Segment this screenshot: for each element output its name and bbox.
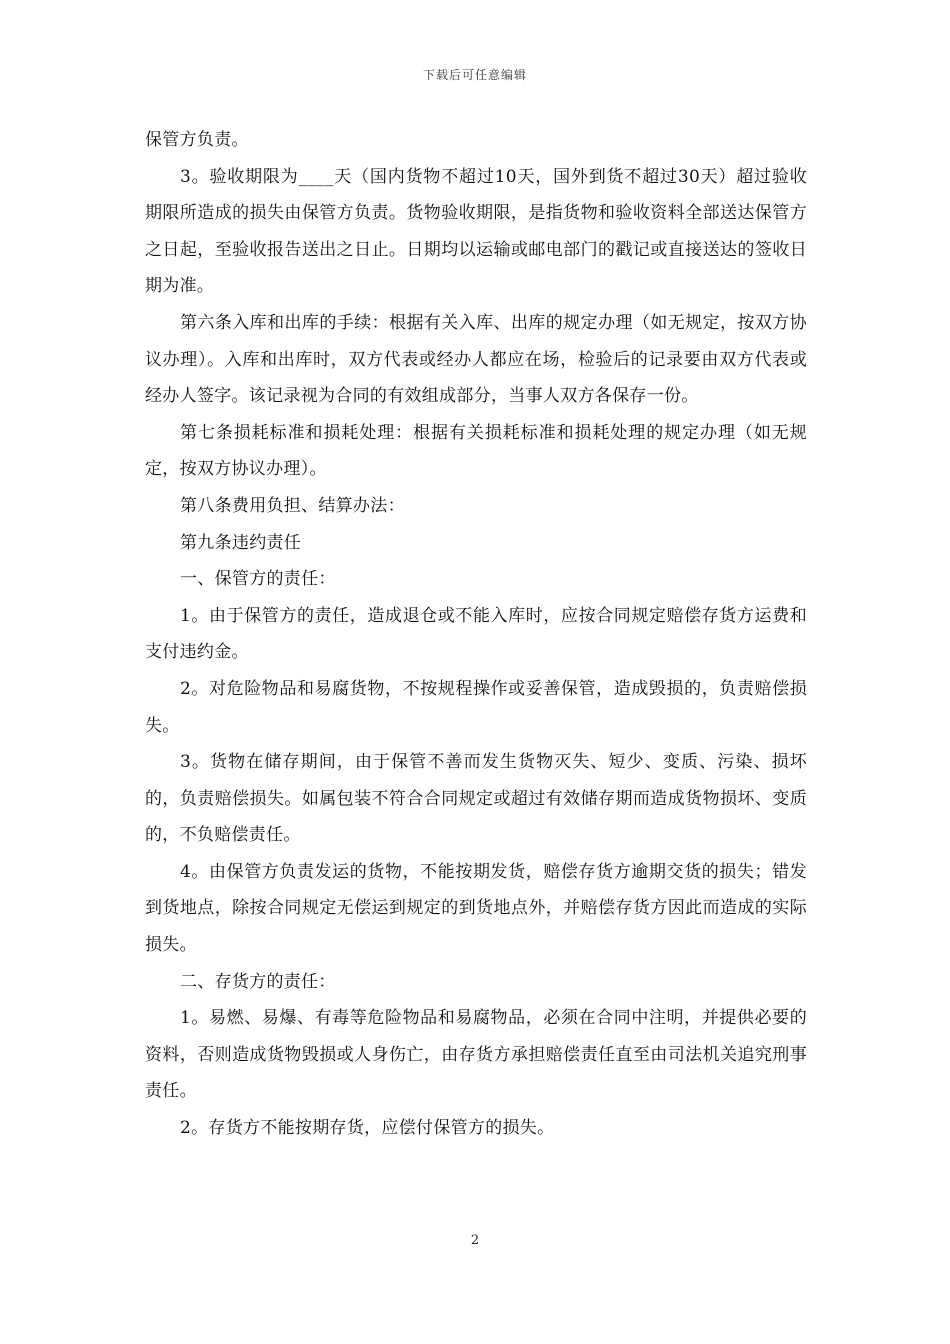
- paragraph-article-8: 第八条费用负担、结算办法：: [180, 495, 405, 516]
- heading-depositor-responsibility: 二、存货方的责任：: [180, 971, 336, 992]
- page-number: 2: [470, 1233, 480, 1248]
- paragraph-keeper-item-4: 4。由保管方负责发运的货物，不能按期发货，赔偿存货方逾期交货的损失；错发到货地点，除按合同规定无偿运到规定的到货地点外，并赔偿存货方因此而造成的实际损失。: [145, 861, 807, 956]
- paragraph-keeper-item-2: 2。对危险物品和易腐货物，不按规程操作或妥善保管，造成毁损的，负责赔偿损失。: [145, 678, 807, 736]
- paragraph-continuation: 保管方负责。: [145, 130, 249, 150]
- paragraph-inspection-period: 3。验收期限为____天（国内货物不超过10天，国外到货不超过30天）超过验收期限所造成的损失由保管方负责。货物验收期限，是指货物和验收资料全部送达保管方之日起，至验收报告送出之日止。日期均以运输或邮电部门的戳记或直接送达的签收日期为准。: [145, 166, 807, 297]
- paragraph-depositor-item-2: 2。存货方不能按期存货，应偿付保管方的损失。: [180, 1118, 555, 1139]
- paragraph-article-6: 第六条入库和出库的手续：根据有关入库、出库的规定办理（如无规定，按双方协议办理）。入库和出库时，双方代表或经办人都应在场，检验后的记录要由双方代表或经办人签字。该记录视为合同的有效组成部分，当事人双方各保存一份。: [145, 312, 807, 407]
- page-header: 下载后可任意编辑: [422, 68, 527, 82]
- document-body: [145, 122, 807, 1147]
- paragraph-article-7: 第七条损耗标准和损耗处理：根据有关损耗标准和损耗处理的规定办理（如无规定，按双方协议办理）。: [145, 422, 807, 480]
- heading-keeper-responsibility: 一、保管方的责任：: [180, 569, 336, 590]
- paragraph-keeper-item-1: 1。由于保管方的责任，造成退仓或不能入库时，应按合同规定赔偿存货方运费和支付违约金。: [145, 605, 807, 663]
- paragraph-article-9: 第九条违约责任: [180, 532, 302, 553]
- paragraph-keeper-item-3: 3。货物在储存期间，由于保管不善而发生货物灭失、短少、变质、污染、损坏的，负责赔偿损失。如属包装不符合合同规定或超过有效储存期而造成货物损坏、变质的，不负赔偿责任。: [145, 752, 807, 846]
- paragraph-depositor-item-1: 1。易燃、易爆、有毒等危险物品和易腐物品，必须在合同中注明，并提供必要的资料，否则造成货物毁损或人身伤亡，由存货方承担赔偿责任直至由司法机关追究刑事责任。: [145, 1008, 807, 1102]
